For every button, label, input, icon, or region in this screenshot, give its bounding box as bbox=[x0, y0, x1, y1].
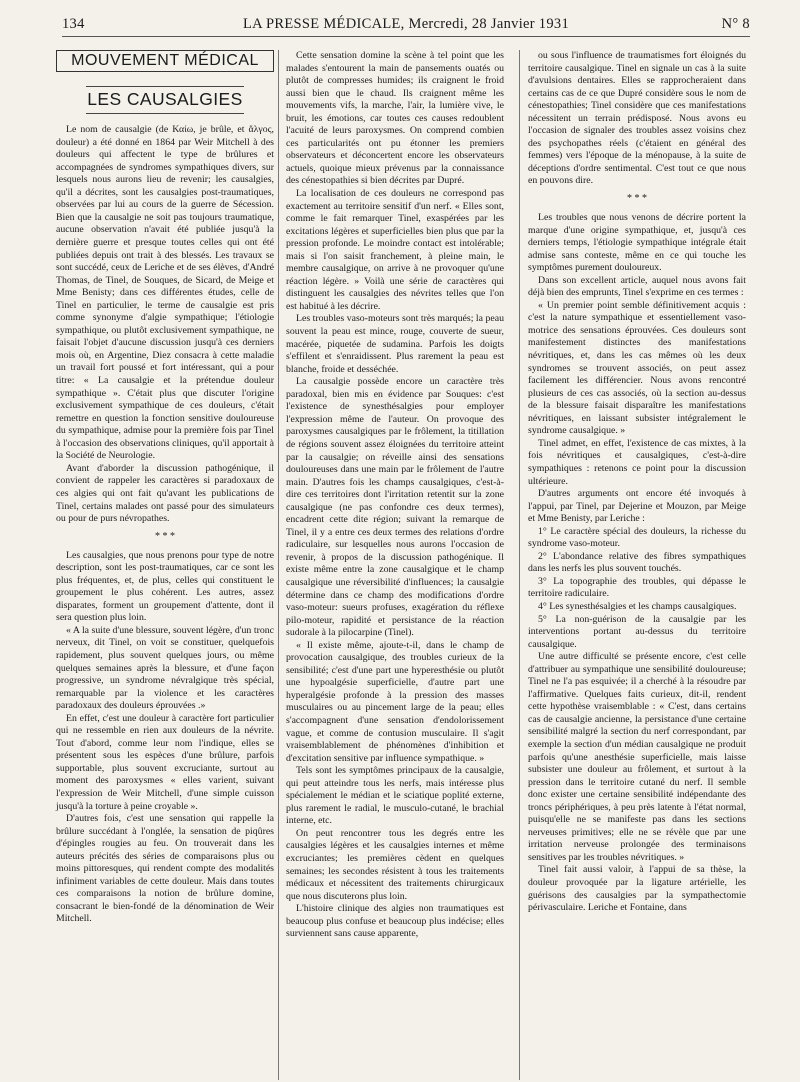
list-item: 4° Les synesthésalgies et les champs causalgiques. bbox=[538, 600, 737, 612]
section-separator: * * * bbox=[155, 530, 175, 542]
paragraph: Dans son excellent article, auquel nous avons fait déjà bien des emprunts, Tinel s'exprime en ces termes : bbox=[528, 274, 746, 299]
paragraph: « Un premier point semble définitivement acquis : c'est la nature sympathique et essentiellement vaso-motrice des sensations éprouvées. Ces douleurs sont manifestement distinctes des manifestations névritiques, et, dans les cas mêmes où les deux syndromes se trouvent associés, on peut assez facilement les différencier. Nous avons rencontré plusieurs de ces cas associés, où la section au-dessus de la blessure faisait disparaître les manifestations névritiques, en laissant subsister intégralement le syndrome causalgique. » bbox=[528, 299, 746, 437]
paragraph: La localisation de ces douleurs ne correspond pas exactement au territoire sensitif d'un nerf. « Elles sont, comme le fait remarquer Tinel, exaspérées par les excitations légères et superficielles bien plus que par la pression profonde. Le moindre contact est intolérable; mais si l'on saisit franchement, à pleine main, le membre causalgique, on arrive à ne provoquer qu'une réaction légère. » Voilà une série de caractères qui distinguent les causalgies des névrites telles que l'on est habitué à les décrire. bbox=[286, 188, 504, 312]
column-3 bbox=[528, 50, 746, 915]
paragraph: Tinel admet, en effet, l'existence de cas mixtes, à la fois névritiques et causalgiques, c'est-à-dire sympathiques : retenons ce point pour la discussion ultérieure. bbox=[528, 437, 746, 487]
paragraph: Avant d'aborder la discussion pathogénique, il convient de rappeler les caractères si paradoxaux de ces algies qui ont fait qu'avant les publications de Tinel, certains malades ont passé pour des simulateurs ou pour de purs névropathes. bbox=[56, 462, 274, 525]
column-divider bbox=[278, 50, 279, 1080]
issue-number: N° 8 bbox=[721, 16, 750, 32]
list-item: 1° Le caractère spécial des douleurs, la richesse du syndrome vaso-moteur. bbox=[528, 525, 746, 550]
paragraph: Les troubles que nous venons de décrire portent la marque d'une origine sympathique, et, jusqu'à ces derniers temps, l'étiologie sympathique intégrale était admise sans conteste, même en ce qui touche les symptômes purement douloureux. bbox=[528, 212, 746, 274]
page-number: 134 bbox=[62, 16, 85, 32]
paragraph: D'autres fois, c'est une sensation qui rappelle la brûlure succédant à l'onglée, la sensation de piqûres d'épingles rougies au feu. On trouverait dans les auteurs précités des séries de comparaisons plus ou moins pittoresques, qui rendent compte des modalités infiniment variables de cette douleur. Mais dans toutes ces comparaisons la notion de brûlure domine, consacrant le bien-fondé de la dénomination de Weir Mitchell. bbox=[56, 813, 274, 925]
paragraph: « Il existe même, ajoute-t-il, dans le champ de provocation causalgique, des troubles curieux de la sensibilité; c'est d'une part une hyperesthésie ou plutôt une hypoalgésie superficielle, d'autre part une hyperalgésie profonde à la pression des masses musculaires ou au pincement large de la peau; elles s'accompagnent d'une sensation d'endolorissement vague, et comme de contusion musculaire. Il s'agit vraisemblablement de phénomènes d'inhibition et d'excitation sensitive par influence sympathique. » bbox=[286, 639, 504, 764]
paragraph: Tels sont les symptômes principaux de la causalgie, qui peut atteindre tous les nerfs, mais intéresse plus spécialement le médian et le sciatique poplité externe, plus rarement le radial, le musculo-cutané, le brachial interne, etc. bbox=[286, 765, 504, 827]
section-separator: * * * bbox=[627, 193, 647, 205]
column-2 bbox=[286, 50, 504, 941]
page-header bbox=[62, 14, 750, 37]
column-1 bbox=[56, 50, 274, 926]
list-item: 3° La topographie des troubles, qui dépasse le territoire radiculaire. bbox=[528, 575, 746, 600]
column-divider bbox=[519, 50, 520, 1080]
paragraph: ou sous l'influence de traumatismes fort éloignés du territoire causalgique. Tinel en signale un cas à la suite d'avulsions dentaires. Elles se rapprocheraient dans certains cas de ce que Dupré considère sous le nom de cénestopathies; Tinel considère que ces manifestations nécessitent un terrain prédisposé. Nous avons eu l'occasion de signaler des troubles assez voisins chez des psychopathes réels (c'étaient en général des femmes) vers l'époque de la ménopause, à la suite de déceptions d'ordre sentimental. C'est tout ce que nous en pouvons dire. bbox=[528, 50, 746, 187]
paragraph: Cette sensation domine la scène à tel point que les malades s'entourent la main de pansements ouatés ou plutôt de compresses humides; ils craignent le froid aussi bien que le chaud. Ils craignent même les mouvements vifs, la marche, l'air, la lumière vive, le bruit, les émotions, car toutes ces causes redoublent l'acuité de leurs paroxysmes. On comprend combien ces particularités ont pu étonner les premiers observateurs et déconcertent encore les observateurs actuels, quoique mieux prévenus par la connaissance des cénestopathies si bien décrites par Dupré. bbox=[286, 50, 504, 187]
section-title: MOUVEMENT MÉDICAL bbox=[56, 50, 274, 72]
paragraph: L'histoire clinique des algies non traumatiques est beaucoup plus confuse et beaucoup plus indécise; elles surviennent sans cause apparente, bbox=[286, 903, 504, 940]
paragraph: D'autres arguments ont encore été invoqués à l'appui, par Tinel, par Dejerine et Mouzon, par Meige et Mme Benisty, par Leriche : bbox=[528, 488, 746, 525]
paragraph: Les causalgies, que nous prenons pour type de notre description, sont les post-traumatiques, car ce sont les plus fréquentes, et, de plus, celles qui constituent le groupement le plus cohérent. Les autres, assez disparates, forment un groupement d'attente, dont il sera question plus loin. bbox=[56, 549, 274, 624]
paragraph: Les troubles vaso-moteurs sont très marqués; la peau souvent la peau est mince, rouge, couverte de sueur, macérée, piquetée de sudamina. Parfois les doigts s'effilent et s'enraidissent. Plus rarement la peau est blanche, froide et desséchée. bbox=[286, 313, 504, 375]
paragraph: La causalgie possède encore un caractère très paradoxal, bien mis en évidence par Souques: c'est l'existence de synesthésalgies pour employer l'expression même de l'auteur. On provoque des paroxysmes causalgiques par le frôlement, la titillation de régions souvent assez éloignées du territoire atteint par la causalgie; on réveille ainsi des sensations douloureuses dans une main par le frôlement de l'autre main. D'autres fois les champs causalgiques, c'est-à-dire ces territoires dont l'irritation retentit sur la zone causalgique (ne pas confondre ces deux termes), encadrent cette dite région; suivant la remarque de Tinel, il y a entre ces deux termes des relations d'ordre radiculaire, sur lesquelles nous aurons l'occasion de revenir, à propos de la discussion pathogénique. Il existe même entre la zone causalgique et le champ causalgique une réversibilité d'influences; la causalgie détermine dans ce champ des modifications d'ordre vaso-moteur: sueurs profuses, exagération du réflexe pilo-moteur, rapidité et persistance de la réaction sudorale à la pilocarpine (Tinel). bbox=[286, 376, 504, 639]
list-item: 2° L'abondance relative des fibres sympathiques dans les nerfs les plus souvent touchés. bbox=[528, 550, 746, 575]
paragraph: On peut rencontrer tous les degrés entre les causalgies légères et les causalgies internes et même excruciantes; les premières cèdent en quelques semaines; les secondes résistent à tous les traitements médicaux et nécessitent des traitements chirurgicaux que nous discuterons plus loin. bbox=[286, 827, 504, 902]
paragraph: « A la suite d'une blessure, souvent légère, d'un tronc nerveux, dit Tinel, on voit se constituer, quelquefois rapidement, plus souvent quelques jours, ou même quelques semaines après la blessure, et d'une façon progressive, un syndrome névralgique très spécial, remarquable par la violence et les caractères paradoxaux des douleurs éprouvées .» bbox=[56, 624, 274, 712]
paragraph: Le nom de causalgie (de Καίω, je brûle, et ἄλγος, douleur) a été donné en 1864 par Weir Mitchell à des douleurs qui affectent le type de brûlures et accompagnées de syndromes sympathiques divers, sur lesquels nous aurons lieu de revenir; les causalgies, qu'il a décrites, sont les causalgies post-traumatiques, observées par lui au cours de la guerre de Sécession. Bien que la causalgie ne soit pas toujours traumatique, aucune observation n'avait été publiée jusqu'à la dernière guerre et presque toutes celles qui ont été publiées depuis ont trait à des blessés. Les travaux se sont succédé, ceux de Leriche et de ses élèves, d'André Thomas, de Tinel, de Souques, de Sicard, de Meige et Mme Benisty; dans ces différentes études, celle de Tinel en particulier, le terme de causalgie est pris comme synonyme d'algie sympathique; l'étiologie sympathique, ou plutôt exclusivement sympathique, ne faisait l'objet d'aucune discussion jusqu'à ces derniers mois où, en Argentine, Diez consacra à cette maladie un travail fort poussé et fort intéressant, qui a pour titre: « La causalgie et la prétendue douleur sympathique ». C'était plus que discuter l'origine exclusivement sympathique de ces douleurs, c'était remettre en question la fonction sensitive douloureuse du sympathique, admise pour la première fois par Tinel à l'occasion des observations cliniques, qu'il apportait à la Société de Neurologie. bbox=[56, 124, 274, 462]
article-title: LES CAUSALGIES bbox=[86, 86, 244, 115]
list-item: 5° La non-guérison de la causalgie par les interventions portant au-dessus du territoire causalgique. bbox=[528, 613, 746, 650]
running-title: LA PRESSE MÉDICALE, Mercredi, 28 Janvier 1931 bbox=[242, 16, 570, 32]
paragraph: En effet, c'est une douleur à caractère fort particulier qui ne ressemble en rien aux douleurs de la névrite. Tout d'abord, comme leur nom l'indique, elles se présentent sous les espèces d'une brûlure, parfois supportable, plus souvent excruciante, surtout au moment des paroxysmes « elles varient, suivant l'expression de Weir Mitchell, d'une simple cuisson jusqu'à la torture à peine croyable ». bbox=[56, 712, 274, 812]
paragraph: Tinel fait aussi valoir, à l'appui de sa thèse, la douleur provoquée par la ligature artérielle, les guérisons des causalgies par la sympathectomie périvasculaire. Leriche et Fontaine, dans bbox=[528, 864, 746, 914]
paragraph: Une autre difficulté se présente encore, c'est celle d'attribuer au sympathique une sensibilité douloureuse; Tinel ne l'a pas esquivée; il a cherché à la résoudre par l'affirmative. Quelques faits curieux, dit-il, rendent cette hypothèse vraisemblable : « C'est, dans certains cas de causalgie ancienne, la persistance d'une certaine sensibilité malgré la section du nerf correspondant, par exemple la section d'un médian causalgique ne produit parfois qu'une anesthésie superficielle, mais laisse subsister une douleur au frôlement, et surtout à la pression dans le territoire cutané du nerf. Il semble donc exister une certaine sensibilité indépendante des troncs périphériques, à peu près latente à l'état normal, puisqu'elle ne se manifeste pas dans les sections nerveuses primitives; elle ne se révèle que par une irritation nerveuse prolongée des terminaisons sensitives par les troubles névritiques. » bbox=[528, 651, 746, 863]
